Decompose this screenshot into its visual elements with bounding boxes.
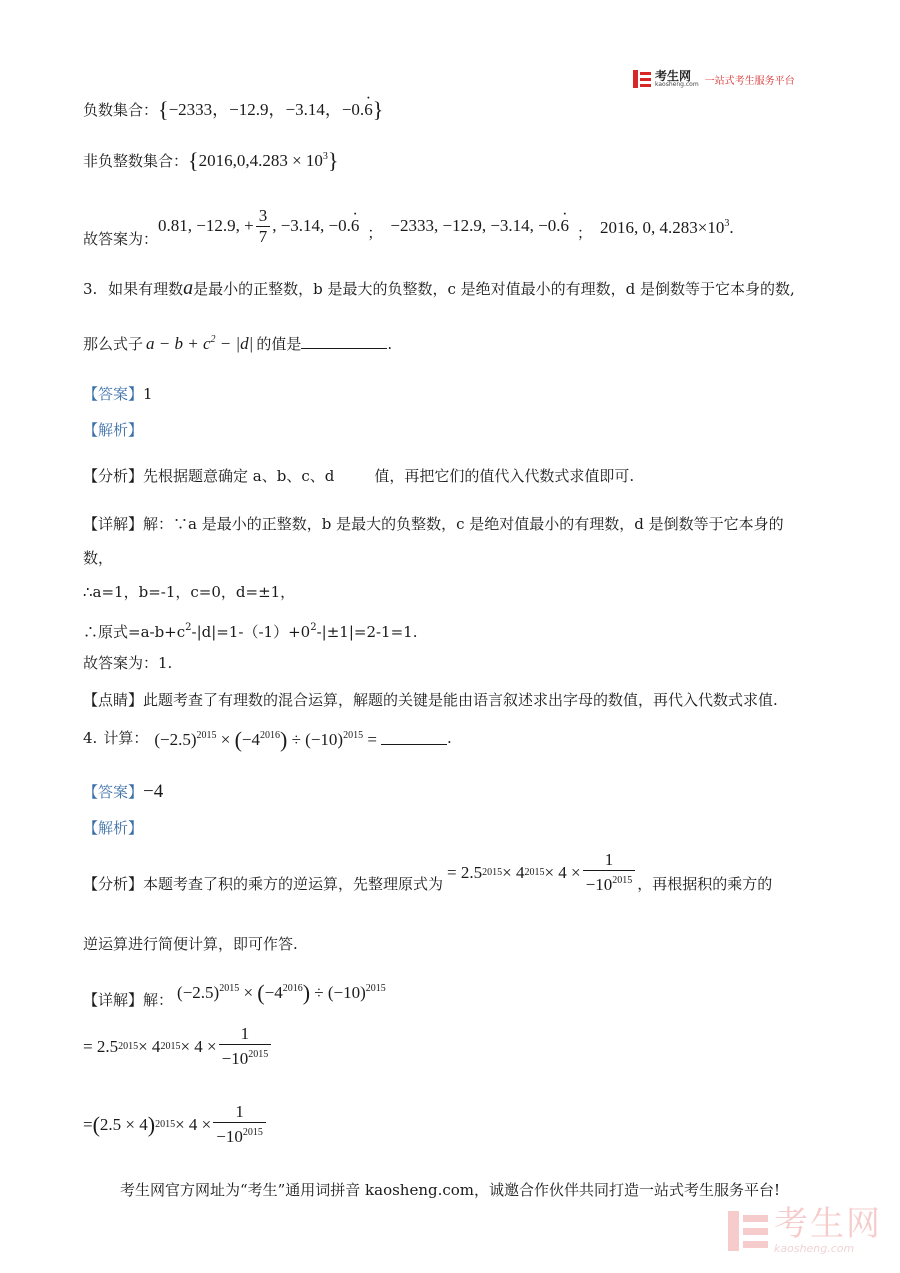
detail-tag: 【详解】: [83, 991, 144, 1009]
step2-exp: 2015: [155, 1119, 176, 1130]
dianjing-tag: 【点睛】: [83, 691, 144, 709]
q4-expr-eq: =: [363, 730, 377, 749]
q3-fenxi-line: [83, 466, 634, 486]
q4-label: 计算：: [103, 729, 149, 747]
q3-text-b: 是最小的正整数，b 是最大的负整数，c 是绝对值最小的有理数，d 是倒数等于它本身的数,: [193, 280, 795, 298]
detail-tag: 【详解】: [83, 515, 144, 533]
q4-detail-pre: 解：: [143, 991, 174, 1009]
answer-part1-post: , −3.14, −0.: [272, 216, 351, 235]
fenxi-tag: 【分析】: [83, 467, 144, 485]
q4-expr-div: ÷ (−10): [310, 983, 366, 1002]
answer-blank: [301, 336, 387, 349]
fraction-denominator: 7: [256, 226, 271, 247]
q3-answer-line: [83, 384, 153, 404]
sets-answer-line: [83, 203, 734, 249]
q4-expr-b: −4: [241, 730, 261, 749]
q3-detail-line: [83, 514, 784, 534]
q4-fenxi-expression: [447, 850, 637, 895]
q3-text-a: 如果有理数: [108, 280, 184, 298]
watermark-en: kaosheng.com: [774, 1242, 855, 1255]
answer-part2: −2333, −12.9, −3.14, −0.: [390, 216, 561, 235]
q3-fenxi-text-2: 值，再把它们的值代入代数式求值即可.: [374, 467, 635, 485]
fenxi-tag: 【分析】: [83, 874, 144, 893]
fraction-denominator: [583, 870, 636, 895]
q4-expr-b: −4: [264, 983, 283, 1002]
answer-tag: 【答案】: [83, 385, 144, 403]
q3-line2-pre: 那么式子: [83, 335, 144, 353]
q4-step-line2: = ( 2.5 × 4 ) 2015 × 4 × $\frac{1}{-10^{2015}}$: [83, 1102, 268, 1147]
step1-exp1: 2015: [118, 1041, 139, 1052]
step1-expr2: × 4: [138, 1036, 161, 1056]
fraction: [583, 850, 636, 895]
answer-tag: 【答案】: [83, 783, 144, 801]
analysis-tag: 【解析】: [83, 421, 144, 439]
q3-dianjing-line: [83, 690, 778, 710]
q4-fenxi-text-2: ，再根据积的乘方的: [637, 874, 773, 893]
q4-expr-div: ÷ (−10): [287, 730, 344, 749]
q3-step2-exp2: 2: [310, 622, 317, 633]
q3-expr-tail: − |d|: [215, 334, 254, 353]
q4-exp-b: 2016: [282, 983, 303, 994]
q3-expression: [146, 334, 253, 353]
fenxi-exp2: 2015: [524, 866, 545, 878]
step1-exp2: 2015: [160, 1041, 181, 1052]
separator: ；: [367, 224, 383, 242]
q3-expr-exp: 2: [210, 334, 216, 345]
answer-part3: 2016, 0, 4.283×10: [600, 218, 725, 237]
fraction-denominator-base: −10: [585, 875, 613, 894]
header-logo: [633, 70, 795, 88]
header-slogan: 一站式考生服务平台: [704, 75, 795, 87]
repeat-digit: 6 ·: [351, 216, 360, 236]
q4-detail-expression: $(-2.5)^{2015} \times (-4^{2016}) \div (-10)^{2015}$: [177, 980, 386, 1005]
q3-fenxi-text-1: 先根据题意确定 a、b、c、d: [143, 467, 335, 485]
fraction: [219, 1024, 272, 1069]
answer-blank: [381, 732, 447, 745]
fraction-numerator: 1: [235, 1102, 244, 1121]
nonneg-int-exp: 3: [322, 151, 328, 162]
q3-line2: [83, 330, 392, 354]
q3-step2-pre: ∴原式=a-b+c: [83, 623, 186, 641]
step1-expr3: × 4 ×: [180, 1036, 217, 1056]
footer-text: 考生网官方网址为“考生”通用词拼音 kaosheng.com，诚邀合作伙伴共同打造一站式考生服务平台!: [119, 1181, 781, 1199]
q4-fenxi-text-3: 逆运算进行简便计算，即可作答.: [83, 935, 298, 953]
negative-set-items: −2333，−12.9，−3.14，−0.: [168, 100, 365, 119]
kaosheng-watermark-icon: [728, 1211, 768, 1251]
q4-fenxi-text-1: 本题考查了积的乘方的逆运算，先整理原式为: [143, 874, 444, 893]
q3-step2-exp1: 2: [185, 622, 192, 633]
q4-exp-c: 2015: [365, 983, 386, 994]
fenxi-expr: = 2.5: [447, 862, 483, 882]
fraction: [213, 1102, 266, 1147]
q3-line2-end: .: [387, 335, 393, 353]
fraction-denominator-base: −10: [221, 1049, 249, 1068]
fraction-denominator-base: −10: [216, 1127, 243, 1146]
step2-base: 2.5 × 4: [99, 1114, 148, 1134]
q4-number: 4.: [83, 729, 98, 747]
fraction-denominator-exp: 2015: [612, 875, 633, 886]
negative-set-label: 负数集合：: [83, 101, 159, 119]
q3-detail-text: 解：∵a 是最小的正整数，b 是最大的负整数，c 是绝对值最小的有理数，d 是倒数等于它本身的: [143, 515, 784, 533]
separator: ；: [577, 224, 593, 242]
fraction-numerator: 3: [258, 205, 268, 225]
repeat-digit: 6 ·: [364, 100, 373, 119]
logo-domain: kaosheng.com: [655, 81, 699, 88]
fraction-numerator: 1: [604, 850, 614, 869]
answer-end: .: [729, 218, 734, 237]
sets-answer-label: 故答案为：: [83, 230, 159, 248]
answer-part1-pre: 0.81, −12.9, +: [158, 216, 254, 235]
q3-step2: [83, 618, 418, 642]
q3-expr-main: a − b + c: [146, 334, 211, 353]
nonneg-int-label: 非负整数集合：: [83, 152, 189, 170]
answer-part3-exp: 3: [724, 218, 730, 229]
q4-fenxi-line: [83, 850, 772, 895]
nonneg-int-set-line: 非负整数集合：$\{2016,0,4.283 \times 10^3\}$: [83, 148, 339, 173]
q3-detail-cont: 数，: [83, 549, 114, 567]
q4-expression: $(-2.5)^{2015} \times (-4^{2016}) \div (-10)^{2015}$ =: [154, 727, 377, 752]
q4-exp-a: 2015: [196, 730, 217, 741]
q4-expr-a: (−2.5): [177, 983, 220, 1002]
step2-eq: =: [83, 1114, 93, 1134]
q4-exp-c: 2015: [343, 730, 364, 741]
q4-expr-a: (−2.5): [154, 730, 197, 749]
nonneg-int-items: 2016,0,4.283 × 10: [198, 151, 323, 170]
q3-line1: [83, 278, 795, 299]
fraction-denominator-exp: 2015: [242, 1127, 263, 1138]
q4-exp-a: 2015: [219, 983, 240, 994]
q4-expr-times: ×: [239, 983, 258, 1002]
q4-expr-times: ×: [216, 730, 235, 749]
q3-step2-mid: -|d|=1-（-1）+0: [191, 623, 311, 641]
q3-conclusion: 故答案为：1.: [83, 654, 173, 672]
logo-name: 考生网: [655, 69, 692, 83]
q3-number: 3.: [83, 280, 98, 298]
analysis-tag: 【解析】: [83, 819, 144, 837]
fenxi-expr2: × 4: [502, 862, 525, 882]
watermark-cn: 考生网: [774, 1204, 882, 1244]
q3-step1: ∴a=1，b=-1，c=0，d=±1，: [83, 583, 296, 601]
fraction-3-7: [256, 206, 271, 247]
q4-exp-b: 2016: [260, 730, 281, 741]
fraction-denominator: [213, 1122, 266, 1147]
q4-answer-line: [83, 782, 163, 802]
q3-var-a: a: [183, 277, 194, 299]
watermark: [728, 1206, 882, 1255]
step2-rest: × 4 ×: [175, 1114, 212, 1134]
q4-end: .: [446, 729, 452, 747]
fenxi-exp1: 2015: [482, 866, 503, 878]
step1-eq: = 2.5: [83, 1036, 119, 1056]
kaosheng-logo-icon: [633, 70, 651, 88]
fraction-denominator-exp: 2015: [248, 1049, 269, 1060]
q3-answer-value: 1: [143, 385, 153, 403]
fraction-denominator: [219, 1044, 272, 1069]
negative-set-line: 负数集合：{−2333，−12.9，−3.14，−0.6 ·}: [83, 100, 383, 120]
fenxi-expr3: × 4 ×: [544, 862, 581, 882]
q4-detail-line: [83, 972, 386, 1010]
q4-step-line1: [83, 1024, 273, 1069]
fraction-numerator: 1: [240, 1024, 250, 1043]
q4-line: [83, 726, 452, 750]
q4-answer-value: −4: [143, 781, 164, 802]
q3-dianjing-text: 此题考查了有理数的混合运算，解题的关键是能由语言叙述求出字母的数值，再代入代数式求值.: [143, 691, 778, 709]
repeat-digit: 6 ·: [561, 216, 570, 235]
q3-line2-post: 的值是: [256, 335, 302, 353]
q3-step2-post: -|±1|=2-1=1.: [316, 623, 418, 641]
